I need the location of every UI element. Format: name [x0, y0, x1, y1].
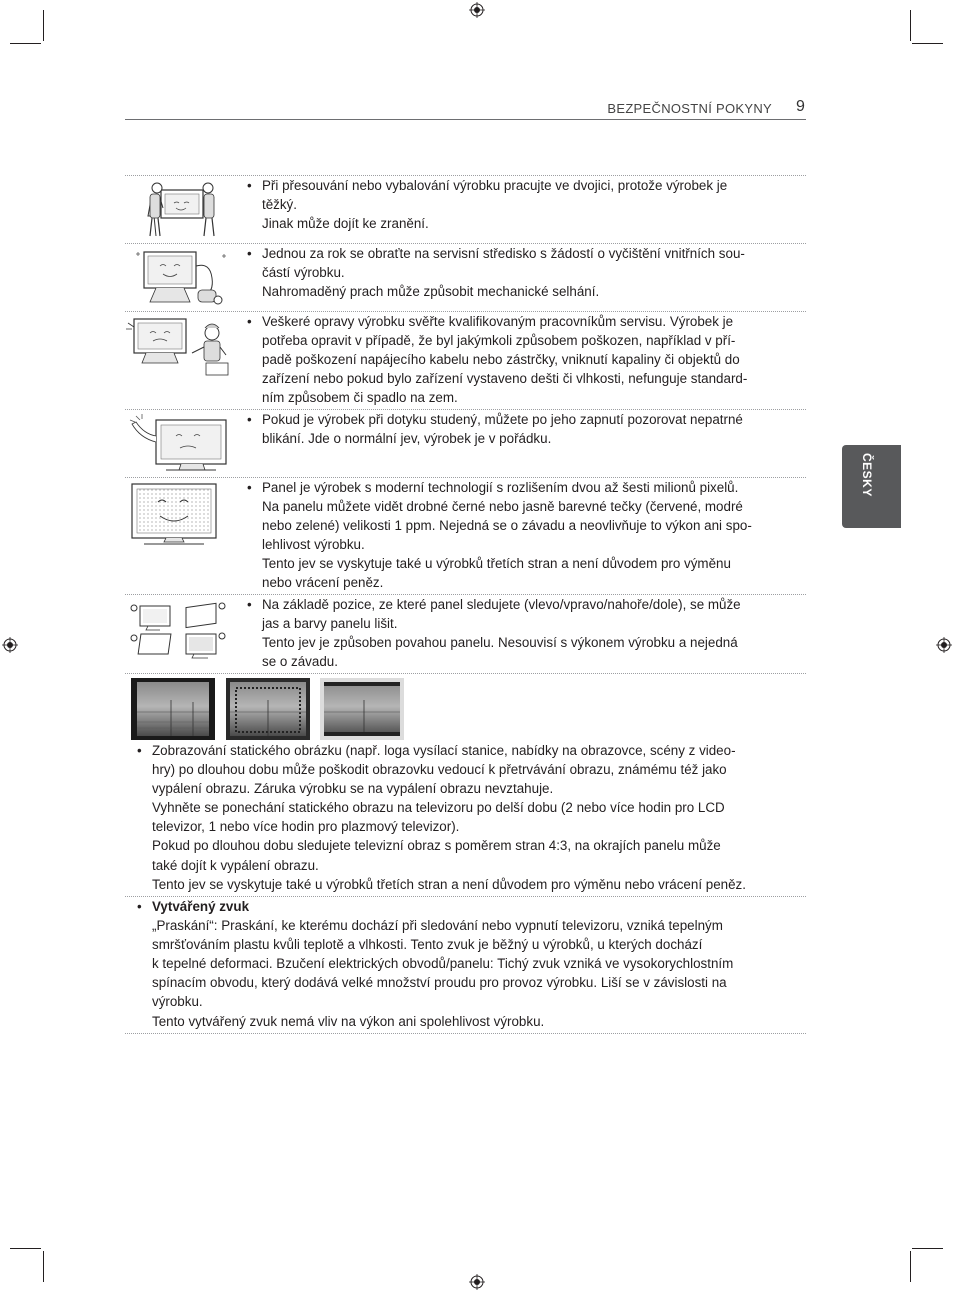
bullet-icon: •	[247, 412, 252, 427]
cold-tv-flicker-illustration	[126, 412, 236, 474]
section-title: BEZPEČNOSTNÍ POKYNY	[607, 101, 772, 116]
section-heading: Vytvářený zvuk	[152, 899, 250, 914]
people-carrying-tv-illustration	[126, 180, 236, 238]
bullet-icon: •	[247, 480, 252, 495]
instruction-item	[247, 478, 792, 593]
generated-sound-section	[137, 897, 797, 1031]
text-line: Tento vytvářený zvuk nemá vliv na výkon ani spolehlivost výrobku.	[152, 1013, 545, 1029]
text-line: Jednou za rok se obraťte na servisní středisko s žádostí o vyčištění vnitřních sou-	[262, 246, 745, 261]
text-line: se o závadu.	[262, 654, 338, 670]
text-line: zařízení nebo pokud bylo zařízení vystaveno dešti či vlhkosti, nefunguje standard-	[262, 371, 748, 387]
text-line: jas a barvy panelu lišit.	[262, 616, 398, 632]
text-line: k tepelné deformaci. Bzučení elektrických obvodů/panelu: Tichý zvuk vzniká ve vysokorychlostním	[152, 956, 734, 972]
language-tab	[842, 445, 901, 528]
tv-vacuum-cleaner-illustration	[126, 246, 236, 308]
row-divider	[125, 673, 806, 674]
instruction-item	[247, 244, 792, 301]
text-line: Tento jev je způsoben povahou panelu. Nesouvisí s výkonem výrobku a nejedná	[262, 635, 738, 651]
registration-mark-icon	[2, 637, 18, 653]
text-line: lehlivost výrobku.	[262, 537, 365, 553]
text-line: televizor, 1 nebo více hodin pro plazmový televizor).	[152, 819, 460, 835]
bullet-icon: •	[137, 743, 142, 758]
crop-mark	[43, 1251, 44, 1282]
header-divider	[125, 119, 806, 120]
instruction-item	[247, 176, 792, 233]
crop-mark	[10, 43, 41, 44]
registration-mark-icon	[469, 1274, 485, 1290]
text-line: Na panelu můžete vidět drobné černé nebo jasně barevné tečky (červené, modré	[262, 499, 743, 515]
text-line: vypálení obrazu. Záruka výrobku se na vypálení obrazu nevztahuje.	[152, 781, 554, 797]
burn-in-photo	[226, 678, 310, 740]
text-line: Nahromaděný prach může způsobit mechanické selhání.	[262, 284, 600, 300]
crop-mark	[910, 1251, 911, 1282]
tv-service-technician-illustration	[126, 313, 236, 377]
crop-mark	[43, 10, 44, 41]
crop-mark	[10, 1248, 41, 1249]
burn-in-photo	[131, 678, 215, 740]
text-line: nebo vrácení peněz.	[262, 575, 384, 591]
bullet-icon: •	[247, 597, 252, 612]
text-line: Pokud je výrobek při dotyku studený, můžete po jeho zapnutí pozorovat nepatrné	[262, 412, 743, 427]
language-tab-label: ČESKY	[860, 453, 874, 497]
text-line: smršťováním plastu kvůli teplotě a vlhkosti. Tento zvuk je běžný u výrobků, u kterých dochází	[152, 937, 703, 953]
crop-mark	[912, 43, 943, 44]
text-line: také dojít k vypálení obrazu.	[152, 857, 319, 873]
burn-in-photo	[320, 678, 404, 740]
text-line: Veškeré opravy výrobku svěřte kvalifikovaným pracovníkům servisu. Výrobek je	[262, 314, 734, 329]
bullet-icon: •	[247, 178, 252, 193]
text-line: Tento jev se vyskytuje také u výrobků třetích stran a není důvodem pro výměnu nebo vrácení peněz.	[152, 876, 746, 892]
text-line: Jinak může dojít ke zranění.	[262, 216, 429, 232]
bullet-icon: •	[247, 314, 252, 329]
text-line: „Praskání“: Praskání, ke kterému dochází při sledování nebo vypnutí televizoru, vzniká tepelným	[152, 918, 723, 934]
text-line: hry) po dlouhou dobu může poškodit obrazovku vedoucí k přetrvávání obrazu, známému též jako	[152, 762, 727, 778]
bullet-icon: •	[247, 246, 252, 261]
text-line: výrobku.	[152, 994, 203, 1010]
instruction-item	[247, 595, 792, 671]
bullet-icon: •	[137, 899, 142, 914]
text-line: blikání. Jde o normální jev, výrobek je v pořádku.	[262, 431, 552, 447]
text-line: nebo zelené) velikosti 1 ppm. Nejedná se o závadu a neovlivňuje to výkon ani spo-	[262, 518, 752, 534]
text-line: spínacím obvodu, který dodává velké množství proudu pro provoz výrobku. Liší se v závislosti na	[152, 975, 727, 991]
crop-mark	[910, 10, 911, 41]
text-line: potřeba opravit v případě, že byl jakýmkoli způsobem poškozen, například v pří-	[262, 333, 736, 349]
tv-pixel-dots-illustration	[126, 480, 236, 548]
registration-mark-icon	[936, 637, 952, 653]
text-line: těžký.	[262, 197, 297, 213]
page-number: 9	[796, 98, 805, 115]
instruction-item	[247, 312, 792, 407]
text-line: Pokud po dlouhou dobu sledujete televizní obraz s poměrem stran 4:3, na okrajích panelu může	[152, 838, 721, 854]
text-line: Tento jev se vyskytuje také u výrobků třetích stran a není důvodem pro výměnu	[262, 556, 731, 572]
row-divider	[125, 1033, 806, 1034]
viewing-angle-tvs-illustration	[126, 598, 236, 662]
text-line: Panel je výrobek s moderní technologií s rozlišením dvou až šesti milionů pixelů.	[262, 480, 739, 495]
text-line: Vyhněte se ponechání statického obrazu na televizoru po delší dobu (2 nebo více hodin pro LCD	[152, 800, 725, 816]
instruction-item	[247, 410, 792, 448]
burn-in-warning	[137, 741, 797, 894]
text-line: Zobrazování statického obrázku (např. loga vysílací stanice, nabídky na obrazovce, scény z video-	[152, 743, 736, 758]
text-line: ním způsobem či spadlo na zem.	[262, 390, 458, 406]
registration-mark-icon	[469, 2, 485, 18]
crop-mark	[912, 1248, 943, 1249]
text-line: Při přesouvání nebo vybalování výrobku pracujte ve dvojici, protože výrobek je	[262, 178, 728, 193]
text-line: částí výrobku.	[262, 265, 345, 281]
text-line: Na základě pozice, ze které panel sledujete (vlevo/vpravo/nahoře/dole), se může	[262, 597, 741, 612]
text-line: padě poškození napájecího kabelu nebo zástrčky, vniknutí kapaliny či objektů do	[262, 352, 740, 368]
